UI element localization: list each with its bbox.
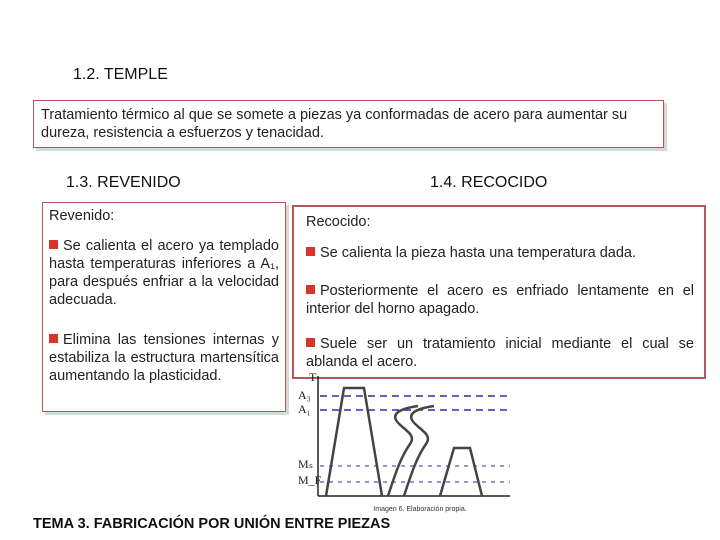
quench-curve: [326, 388, 382, 496]
recocido-bullet-2-text: Posteriormente el acero es enfriado lentamente en el interior del horno apagado.: [306, 283, 694, 317]
revenido-box-title: Revenido:: [49, 208, 115, 224]
label-a1: A₁: [298, 402, 311, 416]
recocido-bullet-2: [306, 282, 694, 318]
label-t: T: [309, 370, 317, 384]
label-ms: Mₛ: [298, 457, 314, 471]
recocido-bullet-3-text: Suele ser un tratamiento inicial mediante el cual se ablanda el acero.: [306, 336, 694, 370]
recocido-box: [292, 205, 706, 379]
footer-title: TEMA 3. FABRICACIÓN POR UNIÓN ENTRE PIEZAS: [33, 516, 391, 532]
bullet-square-icon: [306, 338, 315, 347]
recocido-bullet-1: [306, 244, 694, 262]
revenido-bullet-1-text: Se calienta el acero ya templado hasta temperaturas inferiores a A₁, para después enfriar a la velocidad adecuada.: [49, 238, 279, 308]
revenido-bullet-2: [49, 331, 279, 385]
label-mf: M_F: [298, 473, 322, 487]
diagram-caption: Imagen 6. Elaboración propia.: [373, 506, 467, 513]
recocido-box-title: Recocido:: [306, 214, 371, 230]
temple-definition: Tratamiento térmico al que se somete a piezas ya conformadas de acero para aumentar su dureza, resistencia a esfuerzos y tenacidad.: [41, 107, 628, 141]
recocido-heading: 1.4. RECOCIDO: [430, 174, 548, 191]
revenido-heading: 1.3. REVENIDO: [66, 174, 181, 191]
temper-curve: [440, 448, 482, 496]
bullet-square-icon: [306, 285, 315, 294]
revenido-bullet-2-text: Elimina las tensiones internas y estabiliza la estructura martensítica aumentando la plasticidad.: [49, 332, 279, 384]
label-a3: A₃: [298, 388, 311, 402]
temple-definition-box: [33, 100, 664, 148]
recocido-bullet-3: [306, 335, 694, 371]
temperature-time-diagram: [292, 368, 522, 516]
recocido-bullet-1-text: Se calienta la pieza hasta una temperatura dada.: [320, 245, 636, 261]
temple-heading: 1.2. TEMPLE: [73, 66, 168, 83]
bullet-square-icon: [306, 247, 315, 256]
revenido-bullet-1: [49, 237, 279, 309]
revenido-box: [42, 202, 286, 412]
bullet-square-icon: [49, 334, 58, 343]
bullet-square-icon: [49, 240, 58, 249]
